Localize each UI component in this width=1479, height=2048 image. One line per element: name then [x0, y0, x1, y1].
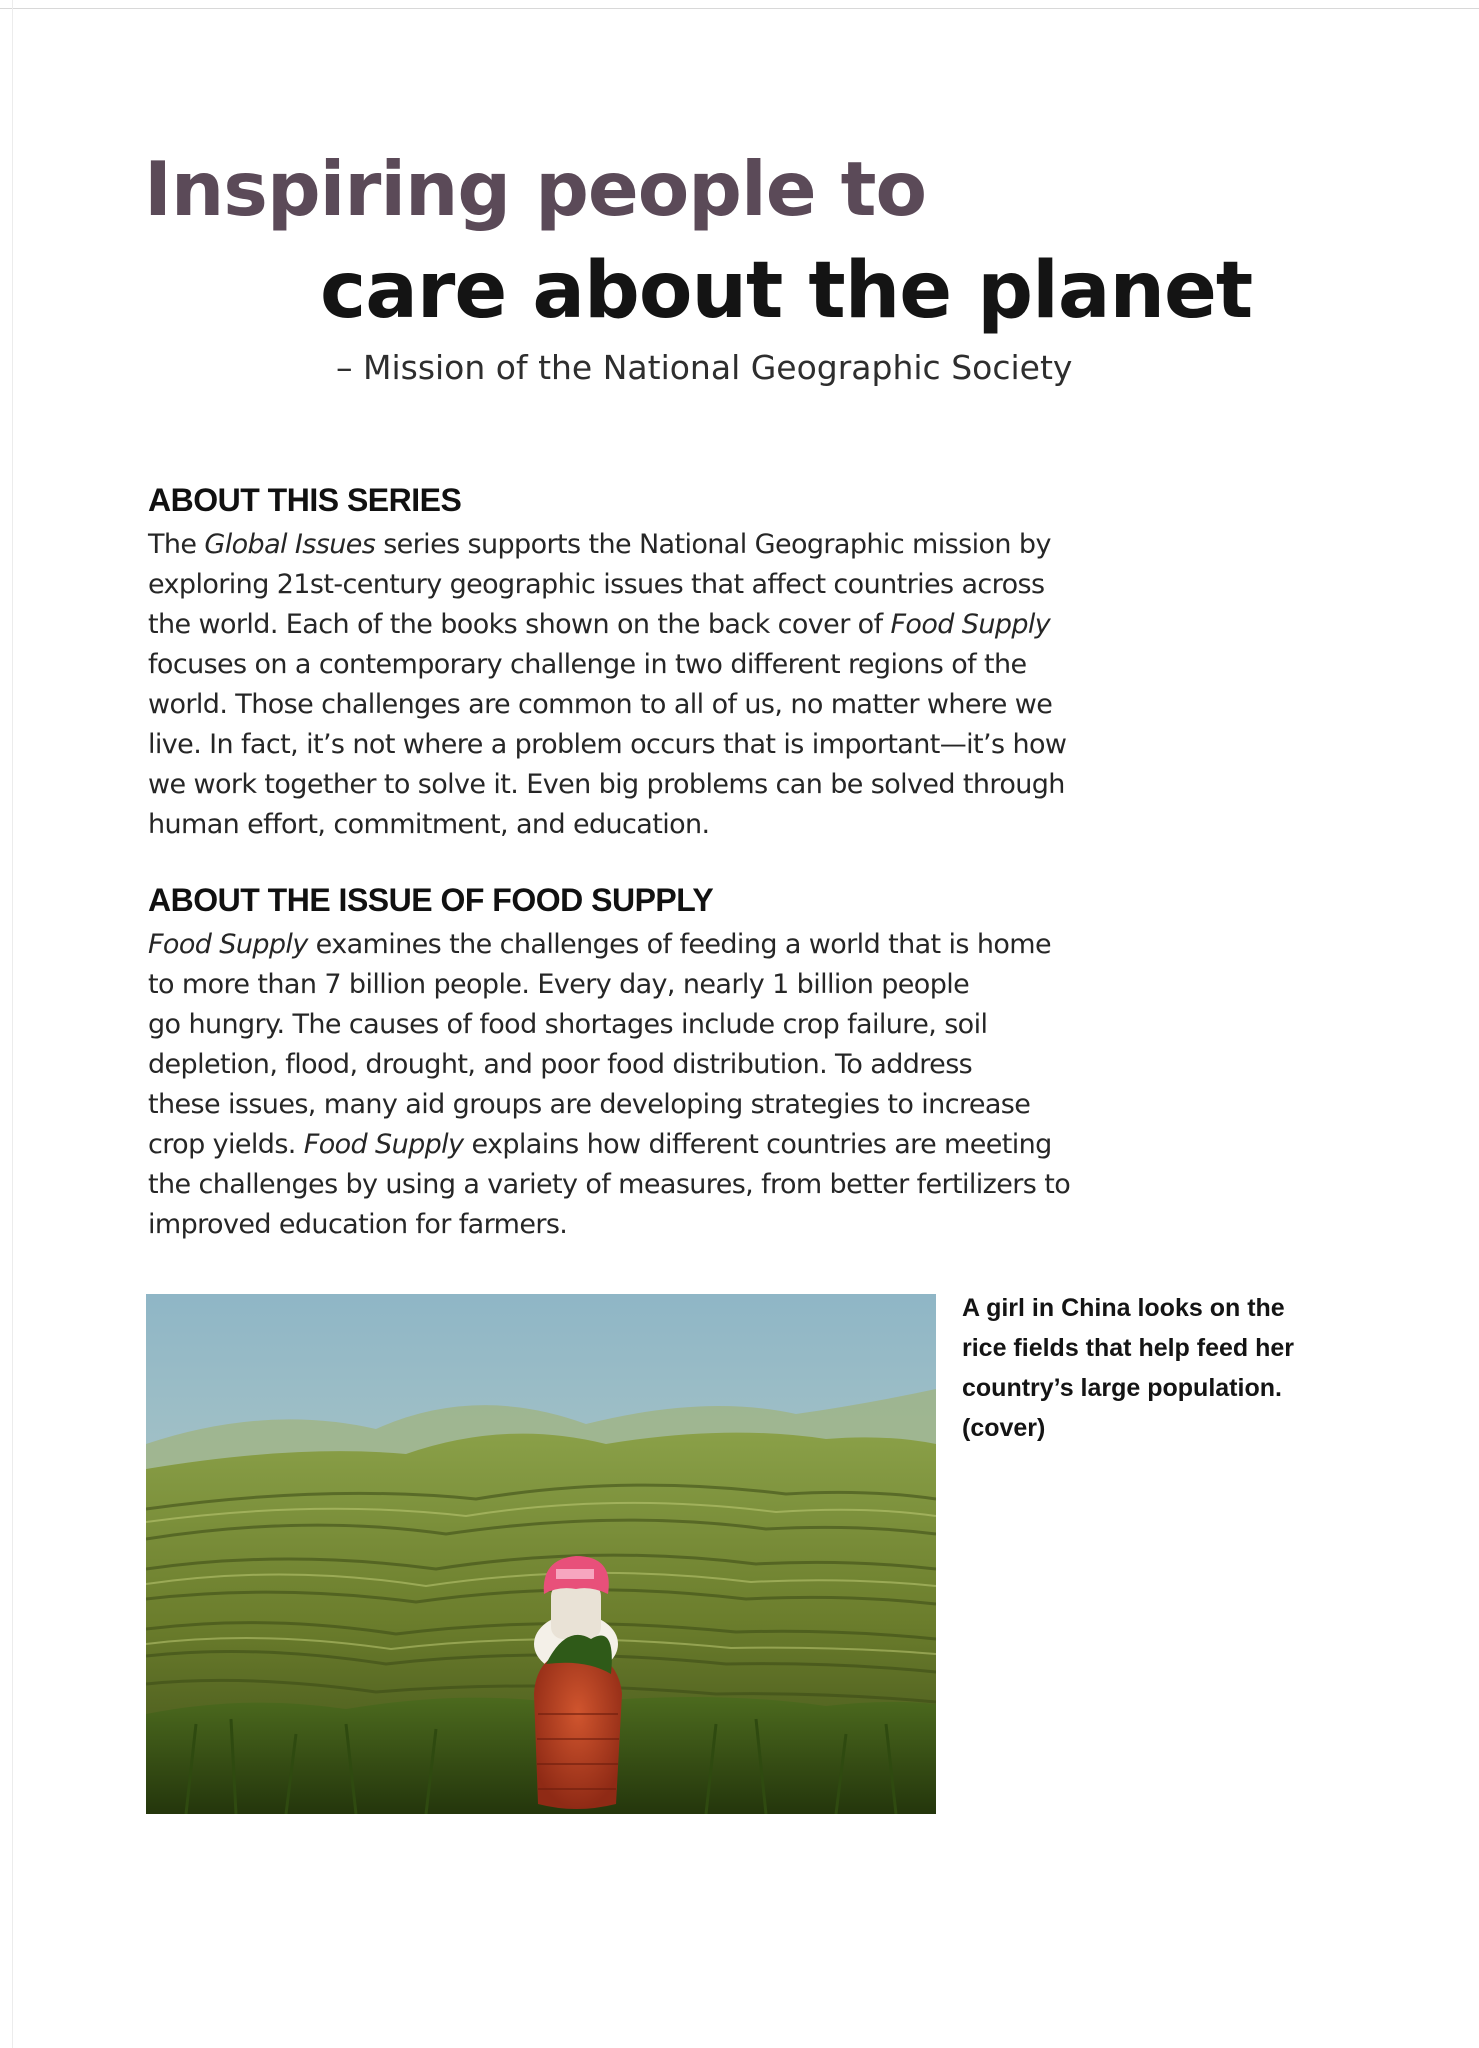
rice-terraces-illustration: [146, 1294, 936, 1814]
book-title-italic: Global Issues: [204, 529, 376, 560]
paragraph-text: series supports the National Geographic mission by: [375, 529, 1051, 560]
about-food-supply-paragraph: [148, 925, 1108, 1245]
about-series-section: [148, 482, 1108, 845]
caption-line: A girl in China looks on the: [962, 1294, 1285, 1322]
paragraph-text: examines the challenges of feeding a world that is home: [307, 929, 1052, 960]
paragraph-line: go hungry. The causes of food shortages include crop failure, soil: [148, 1009, 988, 1040]
rice-terraces-photo: [146, 1294, 936, 1814]
paragraph-line: human effort, commitment, and education.: [148, 809, 710, 840]
about-series-paragraph: [148, 525, 1108, 845]
paragraph-line: [148, 925, 1108, 965]
paragraph-line: exploring 21st-century geographic issues that affect countries across: [148, 569, 1045, 600]
book-title-italic: Food Supply: [303, 1129, 464, 1160]
caption-line: country’s large population.: [962, 1374, 1282, 1402]
title-line-1: Inspiring people to: [144, 145, 927, 233]
paragraph-line: these issues, many aid groups are developing strategies to increase: [148, 1089, 1031, 1120]
paragraph-line: improved education for farmers.: [148, 1209, 568, 1240]
paragraph-line: focuses on a contemporary challenge in two different regions of the: [148, 649, 1027, 680]
about-food-supply-heading: ABOUT THE ISSUE OF FOOD SUPPLY: [148, 882, 714, 918]
paragraph-line: [148, 1125, 1108, 1165]
paragraph-text: explains how different countries are meeting: [463, 1129, 1052, 1160]
headwrap-band: [556, 1569, 594, 1579]
book-title-italic: Food Supply: [890, 609, 1051, 640]
book-title-italic: Food Supply: [148, 929, 308, 960]
paragraph-line: live. In fact, it’s not where a problem occurs that is important—it’s how: [148, 729, 1067, 760]
paragraph-line: we work together to solve it. Even big problems can be solved through: [148, 769, 1065, 800]
girl-head: [551, 1584, 601, 1639]
mission-subtitle: – Mission of the National Geographic Society: [336, 348, 1073, 387]
paragraph-line: [148, 525, 1108, 565]
caption-line: rice fields that help feed her: [962, 1334, 1295, 1362]
about-series-heading: ABOUT THIS SERIES: [148, 482, 462, 518]
paragraph-line: depletion, flood, drought, and poor food distribution. To address: [148, 1049, 973, 1080]
page-edge-top: [0, 8, 1479, 9]
red-basket: [534, 1649, 622, 1809]
paragraph-text: the world. Each of the books shown on the back cover of: [148, 609, 891, 640]
paragraph-text: The: [148, 529, 205, 560]
page-edge-left: [12, 0, 13, 2048]
paragraph-line: [148, 605, 1108, 645]
paragraph-line: world. Those challenges are common to all of us, no matter where we: [148, 689, 1053, 720]
paragraph-line: to more than 7 billion people. Every day, nearly 1 billion people: [148, 969, 970, 1000]
caption-line: (cover): [962, 1414, 1046, 1442]
paragraph-text: crop yields.: [148, 1129, 304, 1160]
title-line-2: care about the planet: [320, 246, 1253, 336]
photo-caption: [962, 1288, 1322, 1448]
about-food-supply-section: [148, 882, 1108, 1245]
paragraph-line: the challenges by using a variety of measures, from better fertilizers to: [148, 1169, 1071, 1200]
